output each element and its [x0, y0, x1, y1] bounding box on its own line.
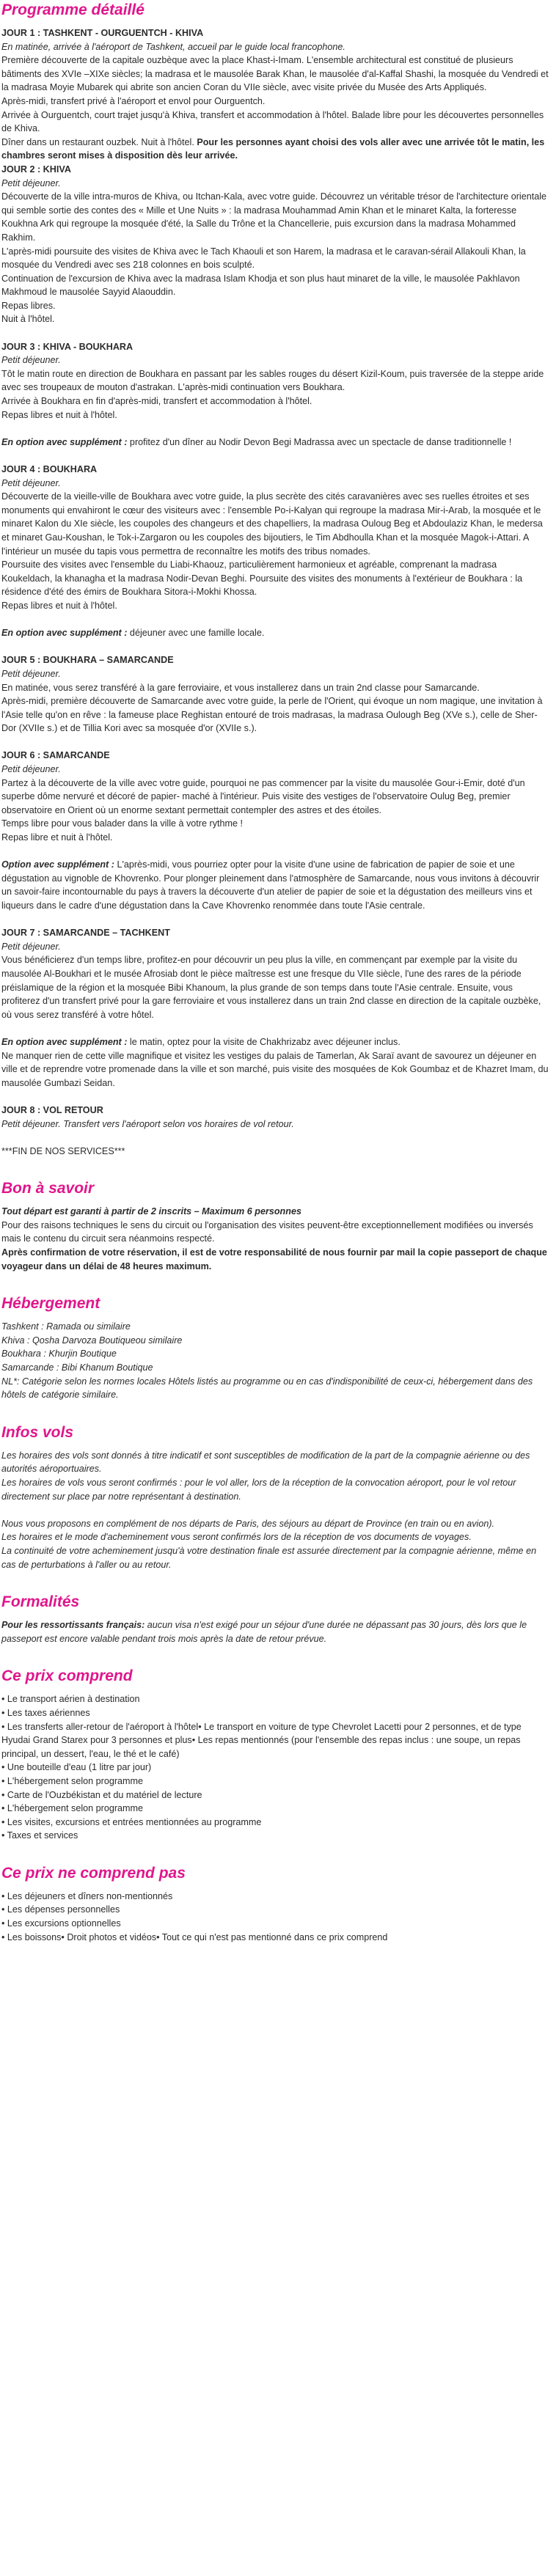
day7-line: Vous bénéficierez d'un temps libre, profitez-en pour découvrir un peu plus la ville, en commençant par exemple par la visite du mausolée Al-Boukhari et le musée Afrosiab dont le pièce maîtresse est une fresque du VIIe siècle, l'une des rares de la période préislamique de la région et la mosquée Bibi Khanoum, la plus grande de son temps dans toute l'Asie centrale. Ensuite, vous profiterez d'un transfert privé pour la gare ferroviaire et vous installerez dans un train 2nd classe en direction de la capitale ouzbèke, où vous serez transféré à votre hôtel. [1, 955, 541, 1020]
day4-line: Petit déjeuner. [1, 477, 61, 488]
infos-line: Les horaires et le mode d'acheminement vous seront confirmés lors de la réception de vos documents de voyages. [1, 1532, 472, 1543]
day1-line: En matinée, arrivée à l'aéroport de Tashkent, accueil par le guide local francophone. [1, 41, 345, 52]
list-item: • Les dépenses personnelles [1, 1904, 120, 1915]
list-item: • Les déjeuners et dîners non-mentionnés [1, 1890, 173, 1901]
day5-line: En matinée, vous serez transféré à la gare ferroviaire, et vous installerez dans un train 2nd classe pour Samarcande. [1, 682, 480, 693]
formalites-title: Formalités [1, 1593, 80, 1611]
day1-line [1, 136, 549, 163]
day3-line: Repas libres et nuit à l'hôtel. [1, 409, 117, 420]
prix-comprend-list [1, 1692, 549, 1843]
option-text: déjeuner avec une famille locale. [127, 628, 265, 639]
day6-title: JOUR 6 : SAMARCANDE [1, 750, 110, 761]
day4-title: JOUR 4 : BOUKHARA [1, 464, 98, 474]
bon-line: Pour des raisons techniques le sens du circuit ou l'organisation des visites peuvent-être exceptionnellement modifiées ou inversés mais le contenu du circuit sera néanmoins respecté. [1, 1219, 533, 1244]
day3-line: Arrivée à Boukhara en fin d'après-midi, transfert et accommodation à l'hôtel. [1, 396, 312, 407]
list-item: • Les visites, excursions et entrées mentionnées au programme [1, 1816, 262, 1827]
day2-line: Petit déjeuner. [1, 177, 61, 188]
day3-option [1, 436, 549, 449]
day2-title: JOUR 2 : KHIVA [1, 164, 71, 175]
hotel-note: NL*: Catégorie selon les normes locales Hôtels listés au programme ou en cas d'indisponibilité de ceux-ci, hébergement dans des hôtels de catégorie similaire. [1, 1376, 533, 1401]
option-label: En option avec supplément : [1, 436, 128, 447]
infos-line: La continuité de votre acheminement jusqu'à votre destination finale est assurée directement par la compagnie aérienne, même en cas de perturbations à l'aller ou au retour. [1, 1545, 537, 1570]
bon-line-guarantee: Tout départ est garanti à partir de 2 inscrits – Maximum 6 personnes [1, 1206, 301, 1217]
option-text: L'après-midi, vous pourriez opter pour la visite d'une usine de fabrication de papier de soie et une dégustation au vignoble de Khovrenko. Pour plonger pleinement dans l'atmosphère de Samarcande, nous vous invitons à découvrir un savoir-faire incontournable du pays à travers la découverte d'un atelier de papier de soie et la dégustation des meilleurs vins et liqueurs dans le cadre d'une dégustation dans la Cave Khovrenko renommée dans toute l'Asie centrale. [1, 859, 540, 911]
prix-ne-comprend-list [1, 1890, 549, 1944]
list-item: • Les transferts aller-retour de l'aéroport à l'hôtel• Le transport en voiture de type Chevrolet Lacetti pour 2 personnes, et de type Hyudai Grand Starex pour 3 personnes et plus• Les repas mentionnés (pour l'ensemble des repas inclus : une soupe, un repas principal, un dessert, l'eau, le thé et le café) [1, 1721, 522, 1759]
formalites-line [1, 1618, 549, 1645]
day1-line: Après-midi, transfert privé à l'aéroport et envol pour Ourguentch. [1, 95, 266, 106]
day7-title: JOUR 7 : SAMARCANDE – TACHKENT [1, 928, 170, 939]
infos-line: Nous vous proposons en complément de nos départs de Paris, des séjours au départ de Province (en train ou en avion). [1, 1518, 495, 1529]
day8-line: Petit déjeuner. Transfert vers l'aéroport selon vos horaires de vol retour. [1, 1118, 294, 1129]
list-item: • Les boissons• Droit photos et vidéos• Tout ce qui n'est pas mentionné dans ce prix comprend [1, 1931, 388, 1942]
day2-line: Repas libres. [1, 300, 56, 311]
day1-early-note: Pour les personnes ayant choisi des vols aller avec une arrivée tôt le matin, les chambres seront mises à disposition dès leur arrivée. [1, 136, 545, 161]
option-label: En option avec supplément : [1, 628, 128, 639]
option-text: le matin, optez pour la visite de Chakhrizabz avec déjeuner inclus. [127, 1036, 400, 1047]
day1-line: Arrivée à Ourguentch, court trajet jusqu'à Khiva, transfert et accommodation à l'hôtel. Balade libre pour les découvertes personnelles de Khiva. [1, 109, 544, 134]
programme-content [1, 26, 549, 1158]
hotel-line: Tashkent : Ramada ou similaire [1, 1321, 131, 1332]
day2-line: Continuation de l'excursion de Khiva avec la madrasa Islam Khodja et son plus haut minaret de la ville, le mausolée Pakhlavon Makhmoud le mausolée Sayyid Alaouddin. [1, 273, 520, 298]
day8-title: JOUR 8 : VOL RETOUR [1, 1104, 103, 1115]
hotel-line: Khiva : Qosha Darvoza Boutiqueou similaire [1, 1335, 183, 1346]
infos-vols-content [1, 1449, 549, 1571]
day4-option [1, 626, 549, 640]
prix-ne-comprend-title: Ce prix ne comprend pas [1, 1864, 186, 1882]
list-item: • Les taxes aériennes [1, 1707, 90, 1718]
day5-line: Petit déjeuner. [1, 668, 61, 679]
list-item: • L'hébergement selon programme [1, 1775, 144, 1786]
day3-line: Petit déjeuner. [1, 355, 61, 366]
day5-line: Après-midi, première découverte de Samarcande avec votre guide, la perle de l'Orient, qui évoque un nom magique, une invitation à l'Asie telle qu'on en rêve : la fameuse place Reghistan entouré de trois madrasas, la madrasa Oulough Beg (XVe s.), celle de Sher-Dor (XVIIe s.) et de Tillia Kori avec sa mosquée d'or (XVIIe s.). [1, 696, 543, 734]
list-item: • Une bouteille d'eau (1 litre par jour) [1, 1762, 152, 1773]
list-item: • Taxes et services [1, 1830, 78, 1841]
day7-option-more: Ne manquer rien de cette ville magnifique et visitez les vestiges du palais de Tamerlan, Ak Saraï avant de savourez un déjeuner en ville et de reprendre votre promenade dans la ville et son marché, puis visite des mosquées de Kok Goumbaz et de Khazret Imam, du mausolée Gumbazi Seidan. [1, 1050, 549, 1088]
formalites-text: aucun visa n'est exigé pour un séjour d'une durée ne dépassant pas 30 jours, dès lors que le passeport est encore valable pendant trois mois après la date de retour prévue. [1, 1620, 527, 1644]
list-item: • L'hébergement selon programme [1, 1803, 144, 1814]
option-label: En option avec supplément : [1, 1036, 128, 1047]
day7-option [1, 1035, 549, 1049]
day3-line: Tôt le matin route en direction de Boukhara en passant par les sables rouges du désert Kizil-Koum, puis traversée de la steppe aride avec ses troupeaux de mouton d'astrakan. L'après-midi continuation vers Boukhara. [1, 368, 544, 393]
day6-line: Partez à la découverte de la ville avec votre guide, pourquoi ne pas commencer par la visite du mausolée Gour-i-Emir, doté d'un superbe dôme nervuré et décoré de papier- maché à l'intérieur. Puis visite des vestiges de l'observatoire Oulug Beg, premier observatoire en Orient où un enorme sextant permettait contempler des astres et des étoiles. [1, 777, 525, 815]
programme-title: Programme détaillé [1, 1, 145, 18]
list-item: • Carte de l'Ouzbékistan et du matériel de lecture [1, 1789, 202, 1800]
bon-line-passport: Après confirmation de votre réservation, il est de votre responsabilité de nous fournir par mail la copie passeport de chaque voyageur dans un délai de 48 heures maximum. [1, 1247, 547, 1272]
day7-line: Petit déjeuner. [1, 941, 61, 952]
option-label: Option avec supplément : [1, 859, 114, 870]
day1-title: JOUR 1 : TASHKENT - OURGUENTCH - KHIVA [1, 28, 204, 38]
list-item: • Les excursions optionnelles [1, 1918, 121, 1929]
day4-line: Repas libres et nuit à l'hôtel. [1, 600, 117, 611]
day1-line: Première découverte de la capitale ouzbèque avec la place Khast-i-Imam. L'ensemble architectural est constitué de plusieurs bâtiments des XVIe –XIXe siècles; la madrasa et le mausolée Barak Khan, le mausolée d'al-Kaffal Shashi, la mosquée du Vendredi et la madrasa Moyie Mubarek qui abrite son ancien Coran du VIIe siècle, avec visite privée du Musée des Arts Appliqués. [1, 55, 549, 93]
day2-line: Nuit à l'hôtel. [1, 314, 55, 325]
day6-line: Temps libre pour vous balader dans la ville à votre rythme ! [1, 818, 243, 829]
hotel-line: Samarcande : Bibi Khanum Boutique [1, 1362, 153, 1373]
option-text: profitez d'un dîner au Nodir Devon Begi Madrassa avec un spectacle de danse traditionnelle ! [127, 436, 512, 447]
hebergement-title: Hébergement [1, 1295, 100, 1313]
day6-option [1, 858, 549, 912]
day1-dinner: Dîner dans un restaurant ouzbek. Nuit à l'hôtel. [1, 136, 197, 147]
day4-line: Poursuite des visites avec l'ensemble du Liabi-Khaouz, particulièrement harmonieux et agréable, comprenant la madrasa Koukeldach, la khanagha et la madrasa Nodir-Devan Beghi. Poursuite des visites des monuments à l'extérieur de Boukhara : la résidence d'été des émirs de Boukhara Sitora-i-Mokhi Khossa. [1, 559, 523, 598]
day6-line: Repas libre et nuit à l'hôtel. [1, 832, 113, 843]
infos-line: Les horaires des vols sont donnés à titre indicatif et sont susceptibles de modification de la part de la compagnie aérienne ou des autorités aéroportuaires. [1, 1450, 530, 1475]
formalites-label: Pour les ressortissants français: [1, 1620, 145, 1631]
hotel-line: Boukhara : Khurjin Boutique [1, 1348, 117, 1359]
hebergement-content [1, 1320, 549, 1402]
infos-line: Les horaires de vols vous seront confirmés : pour le vol aller, lors de la réception de la convocation aéroport, pour le vol retour directement sur place par notre représentant à destination. [1, 1478, 516, 1502]
prix-comprend-title: Ce prix comprend [1, 1667, 133, 1685]
end-of-services: ***FIN DE NOS SERVICES*** [1, 1145, 125, 1156]
day4-line: Découverte de la vieille-ville de Boukhara avec votre guide, la plus secrète des cités caravanières avec ses ruelles étroites et ses monuments qui envahiront le cœur des visiteurs avec : l'ensemble Po-i-Kalyan qui regroupe la madrasa Mir-i-Arab, la mosquée et le minaret Kalon du XIe siècle, les coupoles des changeurs et des chapelliers, la madrasa Ouloug Beg et Abdoulaziz Khan, le medersa et minaret Gau-Koushan, le Tok-i-Zargaron ou les coupoles des bijoutiers, le Tim Abdhoulla Khan et la mosquée Magok-i-Attari. A l'intérieur un musée du tapis vous permettra de reconnaître les motifs des tribus nomades. [1, 491, 543, 557]
day2-line: Découverte de la ville intra-muros de Khiva, ou Itchan-Kala, avec votre guide. Découvrez un véritable trésor de l'architecture orientale qui semble sortie des contes des « Mille et Une Nuits » : la madrasa Mouhammad Amin Khan et le minaret Kalta, la forteresse Koukhna Ark qui regroupe la mosquée d'été, la Salle du Trône et la Chancellerie, puis excursion dans la madrasa Mohammed Rakhim. [1, 191, 547, 243]
day2-line: L'après-midi poursuite des visites de Khiva avec le Tach Khaouli et son Harem, la madrasa et le caravan-sérail Allakouli Khan, la mosquée du Vendredi avec ses 218 colonnes en bois sculpté. [1, 246, 526, 271]
formalites-content [1, 1618, 549, 1645]
bon-a-savoir-title: Bon à savoir [1, 1180, 95, 1197]
day6-line: Petit déjeuner. [1, 764, 61, 775]
day5-title: JOUR 5 : BOUKHARA – SAMARCANDE [1, 655, 174, 666]
list-item: • Le transport aérien à destination [1, 1694, 140, 1705]
day3-title: JOUR 3 : KHIVA - BOUKHARA [1, 341, 133, 352]
bon-a-savoir-content [1, 1205, 549, 1273]
infos-vols-title: Infos vols [1, 1423, 74, 1441]
